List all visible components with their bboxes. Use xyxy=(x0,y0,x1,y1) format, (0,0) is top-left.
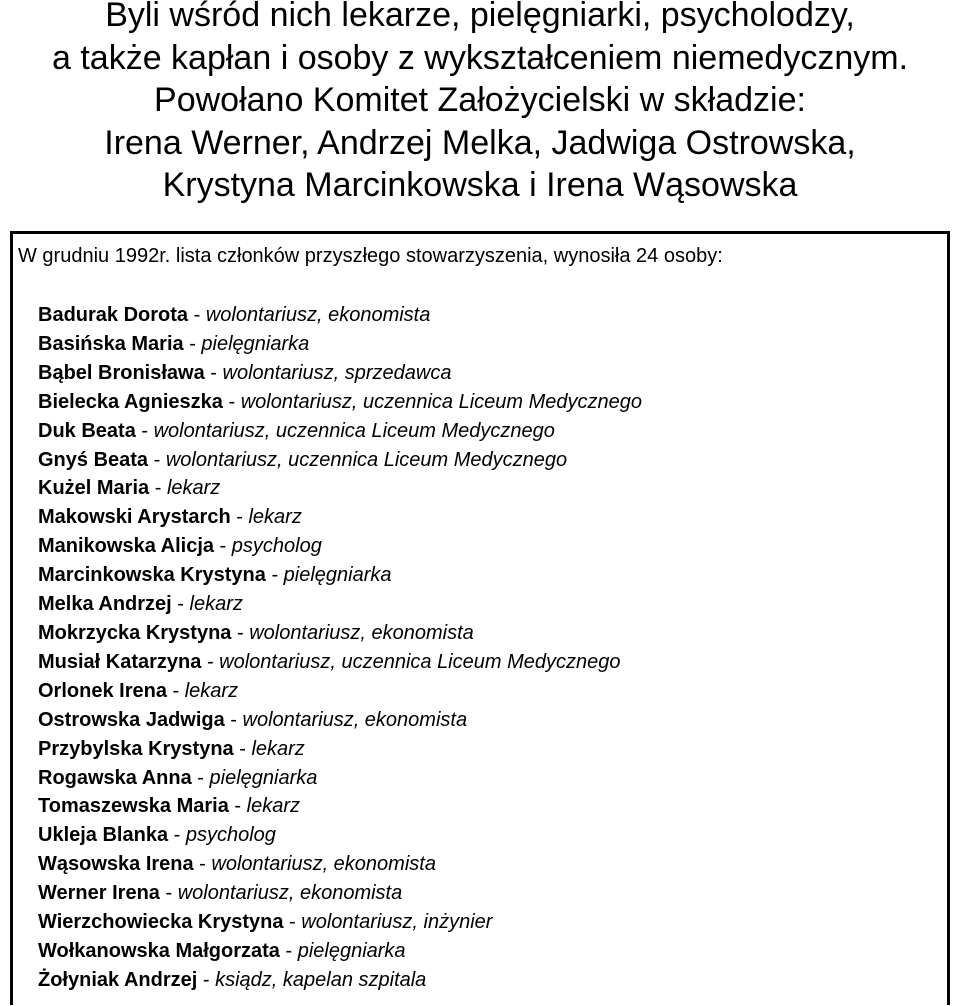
member-item xyxy=(38,330,642,359)
member-separator: - xyxy=(149,477,167,500)
member-name: Tomaszewska Maria xyxy=(38,795,229,818)
member-name: Badurak Dorota xyxy=(38,304,189,326)
member-role: wolontariusz, ekonomista xyxy=(177,882,403,905)
member-separator: - xyxy=(148,448,166,471)
member-separator: - xyxy=(171,593,190,616)
member-role: lekarz xyxy=(189,593,243,616)
member-separator: - xyxy=(214,535,232,558)
member-item xyxy=(38,879,642,908)
member-role: wolontariusz, ekonomista xyxy=(205,304,431,326)
member-separator: - xyxy=(224,708,243,731)
intro-line: Krystyna Marcinkowska i Irena Wąsowska xyxy=(162,166,798,204)
member-name: Basińska Maria xyxy=(38,332,184,355)
member-item xyxy=(38,706,642,735)
member-name: Musiał Katarzyna xyxy=(38,650,202,673)
member-role: wolontariusz, ekonomista xyxy=(211,853,436,876)
member-name: Manikowska Alicja xyxy=(38,535,214,558)
member-name: Wołkanowska Małgorzata xyxy=(38,939,280,962)
member-separator: - xyxy=(193,853,212,876)
member-name: Wąsowska Irena xyxy=(38,853,194,876)
member-separator: - xyxy=(197,968,216,991)
member-role: wolontariusz, uczennica Liceum Medycznego xyxy=(240,390,643,413)
member-role: pielęgniarka xyxy=(201,332,310,355)
member-name: Przybylska Krystyna xyxy=(38,737,234,760)
member-separator: - xyxy=(279,939,298,962)
member-name: Żołyniak Andrzej xyxy=(38,968,198,991)
members-box xyxy=(10,231,950,1005)
member-separator: - xyxy=(183,332,202,355)
member-item xyxy=(38,503,642,532)
member-role: wolontariusz, ekonomista xyxy=(242,708,468,731)
member-item xyxy=(38,792,642,821)
member-item xyxy=(38,474,642,503)
member-separator: - xyxy=(265,564,284,587)
intro-paragraph xyxy=(0,0,960,207)
member-item xyxy=(38,619,642,648)
member-separator: - xyxy=(135,419,154,442)
member-item xyxy=(38,764,642,793)
member-role: pielęgniarka xyxy=(209,766,318,789)
member-role: lekarz xyxy=(251,737,305,760)
member-item xyxy=(38,908,642,937)
member-role: lekarz xyxy=(184,679,239,702)
intro-line: Irena Werner, Andrzej Melka, Jadwiga Ostrowska, xyxy=(104,123,856,162)
member-item xyxy=(38,966,642,995)
members-heading: W grudniu 1992r. lista członków przyszłego stowarzyszenia, wynosiła 24 osoby: xyxy=(18,245,723,267)
member-separator: - xyxy=(166,679,185,702)
member-item xyxy=(38,446,642,475)
member-name: Ukleja Blanka xyxy=(38,824,169,847)
member-separator: - xyxy=(231,621,250,644)
member-separator: - xyxy=(201,650,220,673)
member-role: wolontariusz, ekonomista xyxy=(249,621,474,644)
member-item xyxy=(38,532,642,561)
member-list xyxy=(38,301,642,995)
member-item xyxy=(38,388,642,417)
member-separator: - xyxy=(283,911,302,934)
member-name: Duk Beata xyxy=(38,419,136,442)
member-name: Bąbel Bronisława xyxy=(38,361,205,384)
member-item xyxy=(38,561,642,590)
member-name: Bielecka Agnieszka xyxy=(38,390,223,413)
member-name: Orlonek Irena xyxy=(38,679,167,702)
member-name: Makowski Arystarch xyxy=(38,506,231,529)
member-role: wolontariusz, uczennica Liceum Medycznego xyxy=(165,448,568,471)
member-name: Melka Andrzej xyxy=(38,593,172,616)
member-role: pielęgniarka xyxy=(297,939,406,962)
member-role: pielęgniarka xyxy=(283,564,392,587)
member-separator: - xyxy=(233,737,252,760)
member-separator: - xyxy=(188,304,206,326)
member-item xyxy=(38,735,642,764)
member-item xyxy=(38,850,642,879)
member-item xyxy=(38,648,642,677)
member-item xyxy=(38,590,642,619)
member-separator: - xyxy=(222,390,241,413)
intro-line: Powołano Komitet Założycielski w składzie: xyxy=(154,81,806,119)
member-name: Wierzchowiecka Krystyna xyxy=(38,911,284,934)
member-role: psycholog xyxy=(185,824,276,847)
member-name: Ostrowska Jadwiga xyxy=(38,708,225,731)
member-role: psycholog xyxy=(231,535,322,558)
member-item xyxy=(38,359,642,388)
member-separator: - xyxy=(228,795,247,818)
member-role: wolontariusz, uczennica Liceum Medycznego xyxy=(153,419,555,442)
member-role: wolontariusz, uczennica Liceum Medycznego xyxy=(219,650,621,673)
intro-line: a także kapłan i osoby z wykształceniem niemedycznym. xyxy=(51,38,909,77)
member-role: wolontariusz, sprzedawca xyxy=(222,361,452,384)
member-name: Werner Irena xyxy=(38,882,160,905)
member-separator: - xyxy=(204,361,223,384)
intro-line: Byli wśród nich lekarze, pielęgniarki, psycholodzy, xyxy=(105,0,855,34)
member-role: lekarz xyxy=(166,477,221,500)
member-role: ksiądz, kapelan szpitala xyxy=(215,968,427,991)
member-separator: - xyxy=(159,882,178,905)
member-role: lekarz xyxy=(246,795,300,818)
member-name: Rogawska Anna xyxy=(38,766,192,789)
member-item xyxy=(38,301,642,330)
member-role: lekarz xyxy=(248,506,302,529)
member-item xyxy=(38,937,642,966)
member-separator: - xyxy=(230,506,249,529)
member-name: Gnyś Beata xyxy=(38,448,149,471)
member-role: wolontariusz, inżynier xyxy=(301,911,493,934)
member-separator: - xyxy=(168,824,186,847)
member-item xyxy=(38,821,642,850)
member-separator: - xyxy=(191,766,210,789)
member-item xyxy=(38,417,642,446)
member-name: Marcinkowska Krystyna xyxy=(38,564,266,587)
member-name: Mokrzycka Krystyna xyxy=(38,621,232,644)
member-item xyxy=(38,677,642,706)
member-name: Kużel Maria xyxy=(38,477,150,500)
